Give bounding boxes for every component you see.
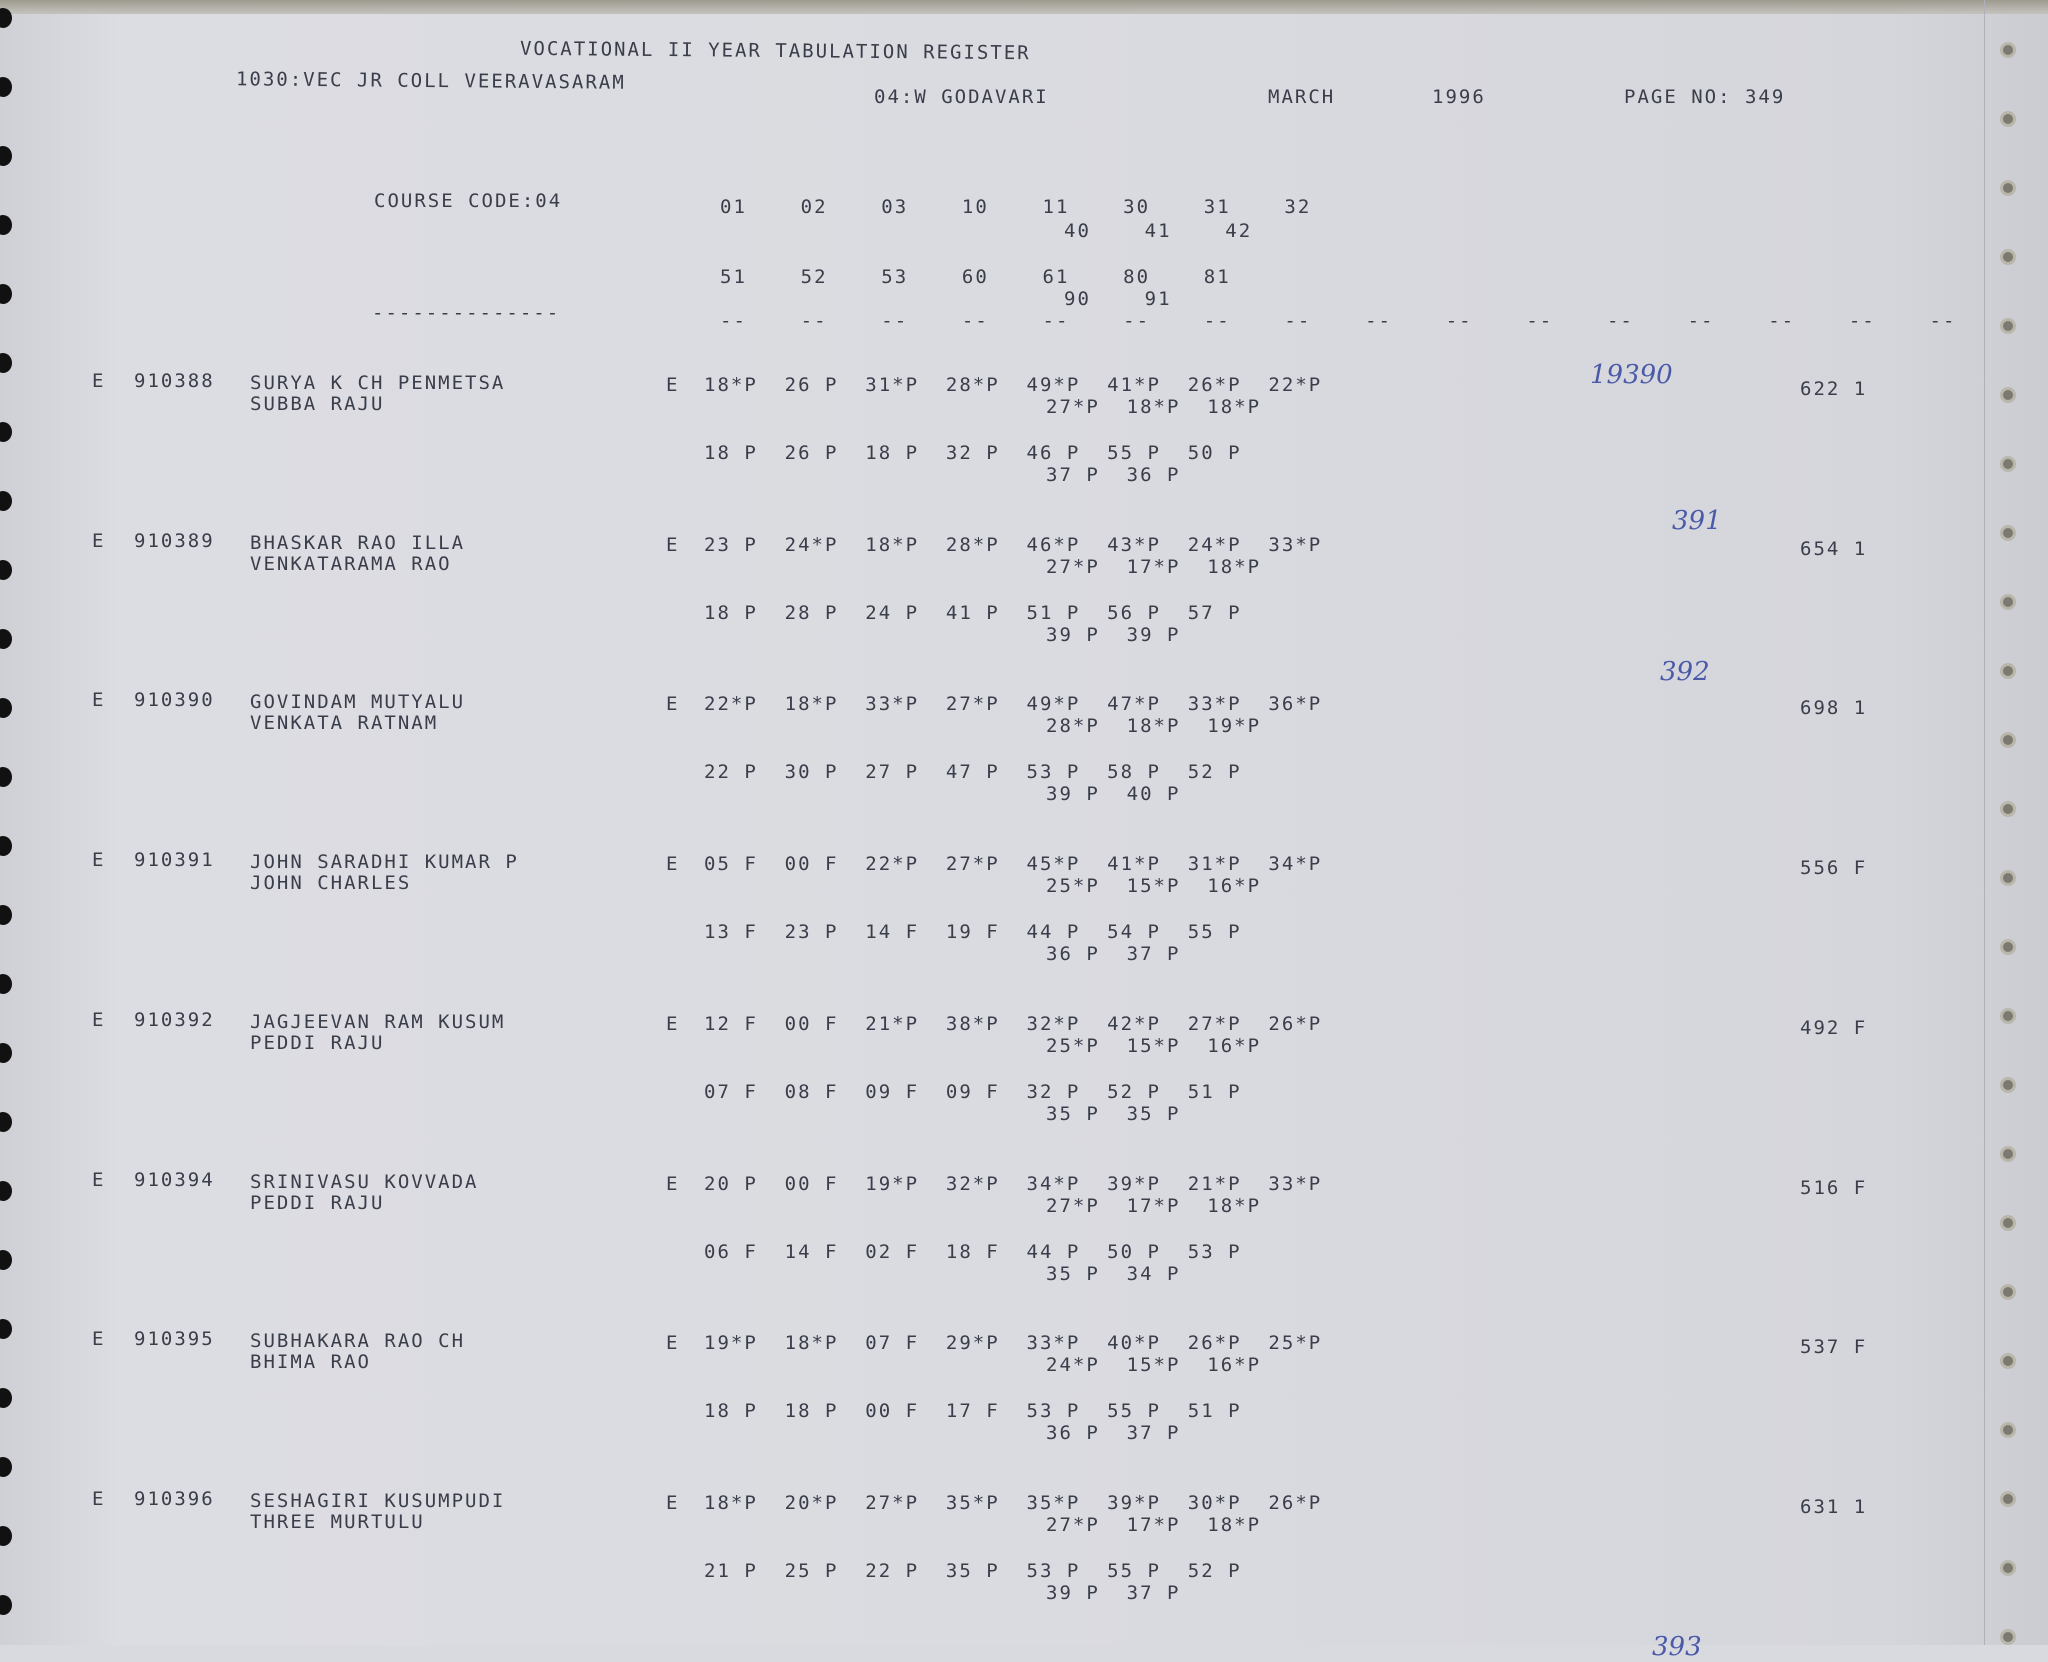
marks-row1: 18*P 20*P 27*P 35*P 35*P 39*P 30*P 26*P xyxy=(704,1491,1323,1514)
marks-row2: 21 P 25 P 22 P 35 P 53 P 55 P 52 P xyxy=(704,1559,1242,1582)
tractor-hole xyxy=(2000,1560,2016,1576)
tractor-hole xyxy=(0,698,12,718)
subject-codes-row1b: 40 41 42 xyxy=(1064,220,1253,242)
marks-row2: 06 F 14 F 02 F 18 F 44 P 50 P 53 P xyxy=(704,1240,1242,1263)
student-name: JAGJEEVAN RAM KUSUM xyxy=(250,1010,506,1033)
total-result: 631 1 xyxy=(1800,1495,1868,1518)
total-result: 654 1 xyxy=(1800,537,1868,560)
roll-number: 910396 xyxy=(134,1487,215,1510)
exam-indicator: E xyxy=(666,853,680,876)
parent-name: VENKATARAMA RAO xyxy=(250,552,452,575)
tractor-hole xyxy=(0,146,12,166)
tractor-hole xyxy=(2000,1077,2016,1093)
marks-row2: 13 F 23 P 14 F 19 F 44 P 54 P 55 P xyxy=(704,921,1242,944)
student-name: SRINIVASU KOVVADA xyxy=(250,1170,479,1193)
tractor-hole xyxy=(2000,318,2016,334)
tractor-hole xyxy=(0,1319,12,1339)
marks-row1: 19*P 18*P 07 F 29*P 33*P 40*P 26*P 25*P xyxy=(704,1332,1323,1355)
course-underline: -------------- xyxy=(372,302,561,324)
marks-row1: 05 F 00 F 22*P 27*P 45*P 41*P 31*P 34*P xyxy=(704,853,1323,876)
marks-row1: 20 P 00 F 19*P 32*P 34*P 39*P 21*P 33*P xyxy=(704,1172,1323,1195)
tractor-hole xyxy=(0,1043,12,1063)
student-name: BHASKAR RAO ILLA xyxy=(250,531,466,554)
tractor-hole xyxy=(2000,42,2016,58)
marks-row2: 07 F 08 F 09 F 09 F 32 P 52 P 51 P xyxy=(704,1080,1242,1103)
parent-name: BHIMA RAO xyxy=(250,1351,371,1374)
tractor-hole xyxy=(0,1250,12,1270)
college-name: 1030:VEC JR COLL VEERAVASARAM xyxy=(235,68,626,94)
marks-row1: 18*P 26 P 31*P 28*P 49*P 41*P 26*P 22*P xyxy=(704,374,1323,396)
roll-number: 910395 xyxy=(134,1328,215,1351)
total-result: 516 F xyxy=(1800,1176,1868,1199)
tractor-hole xyxy=(0,974,12,994)
tractor-hole xyxy=(0,491,12,511)
student-name: SUBHAKARA RAO CH xyxy=(250,1330,466,1353)
tractor-hole xyxy=(2000,1284,2016,1300)
record-flag: E xyxy=(92,1487,106,1510)
marks-row2b: 36 P 37 P xyxy=(1046,1422,1181,1445)
exam-indicator: E xyxy=(666,693,680,716)
marks-row2: 22 P 30 P 27 P 47 P 53 P 58 P 52 P xyxy=(704,761,1242,784)
tractor-hole xyxy=(0,284,12,304)
tractor-hole xyxy=(2000,525,2016,541)
parent-name: SUBBA RAJU xyxy=(250,393,385,415)
tractor-hole xyxy=(0,836,12,856)
exam-indicator: E xyxy=(666,1491,680,1514)
parent-name: VENKATA RATNAM xyxy=(250,712,439,735)
tractor-hole xyxy=(0,77,12,97)
tractor-hole xyxy=(0,353,12,373)
marks-row1: 12 F 00 F 21*P 38*P 32*P 42*P 27*P 26*P xyxy=(704,1012,1323,1035)
marks-row1b: 25*P 15*P 16*P xyxy=(1046,1034,1262,1057)
roll-number: 910389 xyxy=(134,529,215,552)
tractor-hole xyxy=(0,905,12,925)
tractor-hole xyxy=(2000,732,2016,748)
right-perforation-line xyxy=(1984,0,1985,1645)
marks-row1b: 24*P 15*P 16*P xyxy=(1046,1354,1262,1377)
tractor-hole xyxy=(2000,456,2016,472)
student-name: SESHAGIRI KUSUMPUDI xyxy=(250,1489,506,1512)
marks-row1b: 25*P 15*P 16*P xyxy=(1046,875,1262,898)
tractor-hole xyxy=(2000,1008,2016,1024)
total-result: 698 1 xyxy=(1800,697,1868,720)
tractor-hole xyxy=(0,1457,12,1477)
tractor-hole xyxy=(2000,1629,2016,1645)
tractor-hole xyxy=(2000,111,2016,127)
tractor-hole xyxy=(2000,387,2016,403)
record-flag: E xyxy=(92,370,106,392)
marks-row1: 22*P 18*P 33*P 27*P 49*P 47*P 33*P 36*P xyxy=(704,693,1323,716)
marks-row1b: 27*P 17*P 18*P xyxy=(1046,555,1262,578)
marks-row2b: 39 P 40 P xyxy=(1046,783,1181,806)
exam-indicator: E xyxy=(666,374,680,396)
tractor-hole xyxy=(2000,594,2016,610)
marks-row2: 18 P 26 P 18 P 32 P 46 P 55 P 50 P xyxy=(704,442,1242,464)
column-dash-row: -- -- -- -- -- -- -- -- -- -- -- -- -- -- -- -- xyxy=(720,310,1957,332)
parent-name: JOHN CHARLES xyxy=(250,872,412,895)
tractor-hole xyxy=(0,8,12,28)
record-flag: E xyxy=(92,689,106,712)
register-title: VOCATIONAL II YEAR TABULATION REGISTER xyxy=(519,37,1031,65)
tractor-hole xyxy=(2000,1146,2016,1162)
tractor-hole xyxy=(0,767,12,787)
tractor-hole xyxy=(2000,939,2016,955)
tractor-hole xyxy=(2000,180,2016,196)
tractor-hole xyxy=(0,1112,12,1132)
marks-row2b: 36 P 37 P xyxy=(1046,943,1181,966)
tractor-hole xyxy=(2000,1491,2016,1507)
handwritten-note: 392 xyxy=(1660,657,1710,688)
record-flag: E xyxy=(92,1008,106,1031)
tractor-hole xyxy=(0,422,12,442)
total-result: 492 F xyxy=(1800,1016,1868,1039)
marks-row2b: 37 P 36 P xyxy=(1046,464,1181,486)
marks-row2b: 39 P 37 P xyxy=(1046,1581,1181,1604)
student-name: GOVINDAM MUTYALU xyxy=(250,691,466,714)
record-flag: E xyxy=(92,1328,106,1351)
parent-name: PEDDI RAJU xyxy=(250,1191,385,1214)
subject-codes-row1: 01 02 03 10 11 30 31 32 xyxy=(720,196,1312,218)
tractor-hole xyxy=(0,215,12,235)
tractor-hole xyxy=(0,1388,12,1408)
record-flag: E xyxy=(92,1168,106,1191)
exam-indicator: E xyxy=(666,1172,680,1195)
marks-row1: 23 P 24*P 18*P 28*P 46*P 43*P 24*P 33*P xyxy=(704,533,1323,556)
tractor-hole xyxy=(2000,663,2016,679)
student-name: SURYA K CH PENMETSA xyxy=(250,372,506,394)
handwritten-note: 391 xyxy=(1672,505,1722,536)
roll-number: 910388 xyxy=(134,370,215,392)
tractor-hole xyxy=(0,1526,12,1546)
tractor-hole xyxy=(0,560,12,580)
marks-row1b: 28*P 18*P 19*P xyxy=(1046,715,1262,738)
total-result: 537 F xyxy=(1800,1336,1868,1359)
exam-indicator: E xyxy=(666,533,680,556)
record-flag: E xyxy=(92,849,106,872)
marks-row1b: 27*P 17*P 18*P xyxy=(1046,1513,1262,1536)
marks-row1b: 27*P 17*P 18*P xyxy=(1046,1194,1262,1217)
total-result: 556 F xyxy=(1800,857,1868,880)
exam-indicator: E xyxy=(666,1012,680,1035)
roll-number: 910391 xyxy=(134,849,215,872)
exam-month: MARCH xyxy=(1268,86,1336,108)
subject-codes-row2: 51 52 53 60 61 80 81 xyxy=(720,266,1231,288)
paper-top-edge xyxy=(0,0,2048,14)
tractor-hole xyxy=(2000,1422,2016,1438)
marks-row2: 18 P 28 P 24 P 41 P 51 P 56 P 57 P xyxy=(704,601,1242,624)
marks-row2b: 39 P 39 P xyxy=(1046,623,1181,646)
tractor-hole xyxy=(0,1595,12,1615)
district: 04:W GODAVARI xyxy=(874,86,1049,108)
tractor-hole xyxy=(2000,1353,2016,1369)
marks-row2b: 35 P 34 P xyxy=(1046,1262,1181,1285)
marks-row1b: 27*P 18*P 18*P xyxy=(1046,396,1262,418)
page-number: PAGE NO: 349 xyxy=(1624,86,1786,108)
handwritten-note: 19390 xyxy=(1590,360,1673,390)
tractor-hole xyxy=(2000,870,2016,886)
handwritten-note: 393 xyxy=(1652,1631,1702,1662)
roll-number: 910392 xyxy=(134,1008,215,1031)
marks-row2b: 35 P 35 P xyxy=(1046,1102,1181,1125)
subject-codes-row2b: 90 91 xyxy=(1064,288,1172,310)
tractor-hole xyxy=(2000,1215,2016,1231)
roll-number: 910390 xyxy=(134,689,215,712)
parent-name: THREE MURTULU xyxy=(250,1510,425,1533)
exam-year: 1996 xyxy=(1432,86,1486,108)
tractor-hole xyxy=(2000,801,2016,817)
tractor-hole xyxy=(0,629,12,649)
roll-number: 910394 xyxy=(134,1168,215,1191)
record-flag: E xyxy=(92,529,106,552)
total-result: 622 1 xyxy=(1800,378,1868,400)
tractor-hole xyxy=(0,1181,12,1201)
exam-indicator: E xyxy=(666,1332,680,1355)
course-code-label: COURSE CODE:04 xyxy=(374,190,563,212)
left-tractor-holes xyxy=(0,0,16,1645)
tractor-hole xyxy=(2000,249,2016,265)
parent-name: PEDDI RAJU xyxy=(250,1031,385,1054)
marks-row2: 18 P 18 P 00 F 17 F 53 P 55 P 51 P xyxy=(704,1400,1242,1423)
student-name: JOHN SARADHI KUMAR P xyxy=(250,851,519,874)
